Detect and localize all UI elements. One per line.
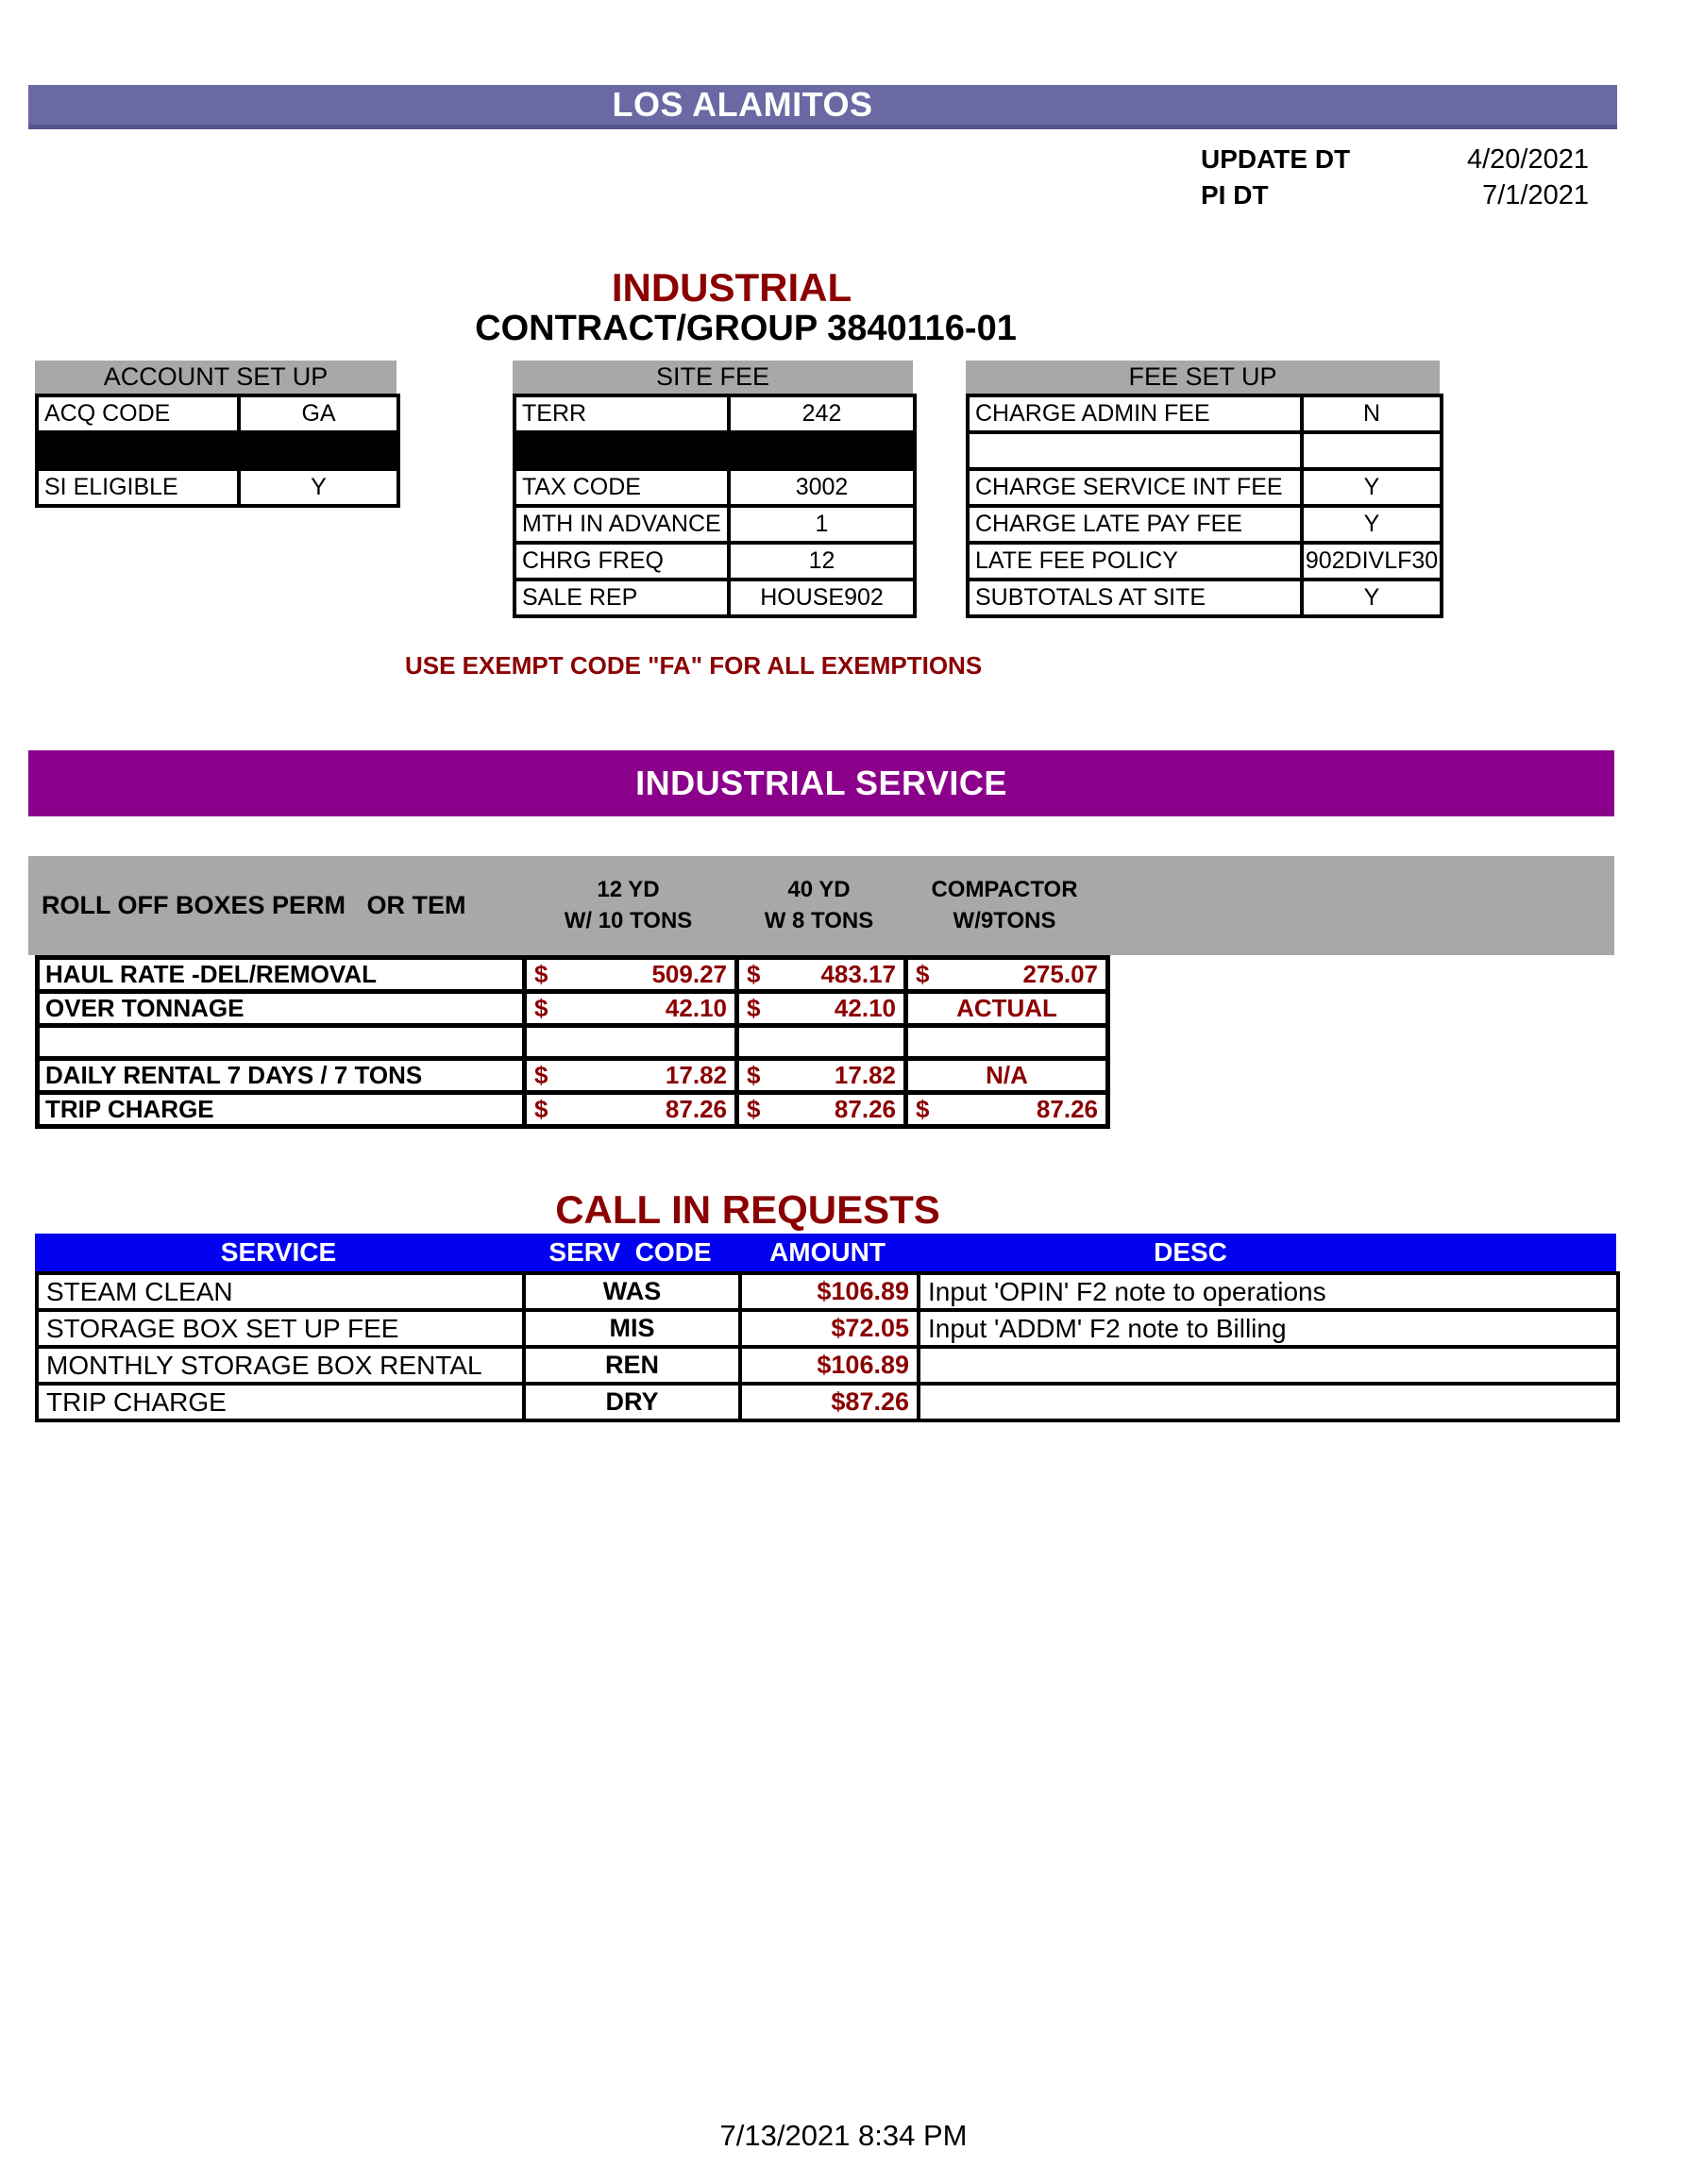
site-row-label: MTH IN ADVANCE [515,506,729,543]
city-banner-title: LOS ALAMITOS [612,85,873,124]
rate-amount: 87.26 [1036,1095,1098,1123]
column-header-line: W/9TONS [953,907,1056,933]
table-row [515,543,915,580]
column-header-line: W/ 10 TONS [564,907,693,933]
dollar-sign: $ [747,960,761,988]
fee-row-value: N [1302,395,1442,432]
call-in-amount: $72.05 [740,1310,919,1347]
fee-row-label: SUBTOTALS AT SITE [968,580,1302,616]
table-row [515,469,915,506]
account-setup-table [35,394,400,508]
table-row [515,395,915,432]
site-row-label: TERR [515,395,729,432]
print-timestamp: 7/13/2021 8:34 PM [719,2119,968,2152]
table-row [515,506,915,543]
rate-cell [906,1093,1108,1127]
fee-row-label: LATE FEE POLICY [968,543,1302,580]
rate-amount: 275.07 [1022,960,1098,988]
site-row-value: 12 [729,543,915,580]
call-in-desc [919,1347,1618,1384]
table-row-empty [38,1026,1108,1059]
rate-row-label: DAILY RENTAL 7 DAYS / 7 TONS [38,1059,525,1093]
blacked-cell [37,432,239,469]
rate-cell [906,992,1108,1026]
account-setup-header: ACCOUNT SET UP [35,361,396,394]
table-row [37,1347,1618,1384]
column-header-line: W 8 TONS [764,907,874,933]
table-row [968,469,1442,506]
empty-cell [1302,432,1442,469]
exempt-code-note: USE EXEMPT CODE "FA" FOR ALL EXEMPTIONS [405,651,983,680]
update-dt-row [1201,143,1589,176]
call-in-requests-heading: CALL IN REQUESTS [555,1187,940,1232]
table-row [37,1384,1618,1420]
call-in-header-amount: AMOUNT [769,1237,886,1267]
pi-dt-label: PI DT [1201,180,1269,210]
rate-cell [525,1093,737,1127]
site-row-value: HOUSE902 [729,580,915,616]
fee-row-label: CHARGE ADMIN FEE [968,395,1302,432]
dollar-sign: $ [916,1095,930,1123]
call-in-requests-table [35,1271,1620,1422]
fee-row-value: Y [1302,469,1442,506]
column-header-line: 40 YD [787,877,851,903]
industrial-heading: INDUSTRIAL [611,265,852,310]
rate-cell [737,1059,906,1093]
rate-cell [737,992,906,1026]
pi-dt-value: 7/1/2021 [1482,179,1589,210]
rate-amount: 42.10 [665,994,727,1022]
table-row-blacked-out [515,432,915,469]
rate-text-value: N/A [986,1061,1028,1089]
fee-row-value: Y [1302,506,1442,543]
rate-cell [906,1059,1108,1093]
call-in-service: STEAM CLEAN [37,1273,524,1310]
call-in-code: MIS [524,1310,740,1347]
fee-row-value: 902DIVLF30 [1302,543,1442,580]
fee-setup-table [966,394,1443,618]
site-fee-table [513,394,917,618]
update-dt-label: UPDATE DT [1201,144,1351,174]
call-in-amount: $87.26 [740,1384,919,1420]
table-row [968,543,1442,580]
call-in-desc: Input 'OPIN' F2 note to operations [919,1273,1618,1310]
dollar-sign: $ [747,1095,761,1123]
rate-amount: 42.10 [834,994,896,1022]
table-row [968,506,1442,543]
table-row [37,469,398,506]
empty-cell [737,1026,906,1059]
table-row [968,395,1442,432]
rate-cell [525,958,737,992]
rolloff-table-title: ROLL OFF BOXES PERM OR TEM [42,891,466,919]
account-row-label: ACQ CODE [37,395,239,432]
rate-amount: 87.26 [665,1095,727,1123]
column-header-12yd [522,856,734,955]
call-in-service: MONTHLY STORAGE BOX RENTAL [37,1347,524,1384]
table-row [37,395,398,432]
table-row [37,1310,1618,1347]
account-row-value: GA [239,395,398,432]
rate-amount: 509.27 [651,960,727,988]
fee-row-label: CHARGE SERVICE INT FEE [968,469,1302,506]
contract-group-heading: CONTRACT/GROUP 3840116-01 [475,309,1017,348]
blacked-cell [729,432,915,469]
site-row-label: SALE REP [515,580,729,616]
site-row-value: 242 [729,395,915,432]
call-in-desc [919,1384,1618,1420]
rate-amount: 17.82 [665,1061,727,1089]
site-row-label: TAX CODE [515,469,729,506]
pi-dt-row [1201,179,1589,211]
table-row-blacked-out [37,432,398,469]
dollar-sign: $ [534,994,548,1022]
call-in-code: WAS [524,1273,740,1310]
table-row [37,1273,1618,1310]
empty-cell [968,432,1302,469]
fee-setup-header: FEE SET UP [966,361,1440,394]
rate-row-label: TRIP CHARGE [38,1093,525,1127]
column-header-line: 12 YD [597,877,660,903]
call-in-code: DRY [524,1384,740,1420]
site-row-label: CHRG FREQ [515,543,729,580]
dollar-sign: $ [916,960,930,988]
call-in-code: REN [524,1347,740,1384]
call-in-service: TRIP CHARGE [37,1384,524,1420]
account-row-value: Y [239,469,398,506]
table-row [38,992,1108,1026]
table-row-empty [968,432,1442,469]
table-row [38,1059,1108,1093]
column-header-40yd [734,856,903,955]
rolloff-rates-table [35,955,1110,1129]
call-in-header-desc: DESC [1154,1237,1227,1267]
rate-cell [525,1059,737,1093]
blacked-cell [239,432,398,469]
industrial-service-banner [28,750,1614,816]
rate-cell [525,992,737,1026]
industrial-service-banner-title: INDUSTRIAL SERVICE [635,764,1007,802]
call-in-desc: Input 'ADDM' F2 note to Billing [919,1310,1618,1347]
site-row-value: 1 [729,506,915,543]
blacked-cell [515,432,729,469]
rate-cell [737,1093,906,1127]
fee-row-value: Y [1302,580,1442,616]
site-fee-header: SITE FEE [513,361,913,394]
rolloff-column-header-band [28,856,1614,955]
table-row [968,580,1442,616]
call-in-amount: $106.89 [740,1273,919,1310]
rate-amount: 483.17 [820,960,896,988]
table-row [38,1093,1108,1127]
table-row [515,580,915,616]
table-row [38,958,1108,992]
rate-cell [906,958,1108,992]
call-in-header-servcode: SERV CODE [548,1237,712,1267]
rate-cell [737,958,906,992]
call-in-header-service: SERVICE [220,1237,337,1267]
account-row-label: SI ELIGIBLE [37,469,239,506]
city-banner [28,85,1617,129]
call-in-amount: $106.89 [740,1347,919,1384]
dollar-sign: $ [534,1095,548,1123]
empty-cell [525,1026,737,1059]
rate-text-value: ACTUAL [956,994,1057,1022]
fee-row-label: CHARGE LATE PAY FEE [968,506,1302,543]
call-in-header-band [35,1234,1616,1271]
dollar-sign: $ [534,960,548,988]
rate-amount: 17.82 [834,1061,896,1089]
site-row-value: 3002 [729,469,915,506]
column-header-line: COMPACTOR [931,877,1078,903]
rate-row-label: HAUL RATE -DEL/REMOVAL [38,958,525,992]
dollar-sign: $ [534,1061,548,1089]
dollar-sign: $ [747,1061,761,1089]
rate-amount: 87.26 [834,1095,896,1123]
call-in-service: STORAGE BOX SET UP FEE [37,1310,524,1347]
rate-row-label: OVER TONNAGE [38,992,525,1026]
empty-cell [38,1026,525,1059]
dollar-sign: $ [747,994,761,1022]
update-dt-value: 4/20/2021 [1466,143,1589,175]
empty-cell [906,1026,1108,1059]
column-header-compactor [903,856,1105,955]
